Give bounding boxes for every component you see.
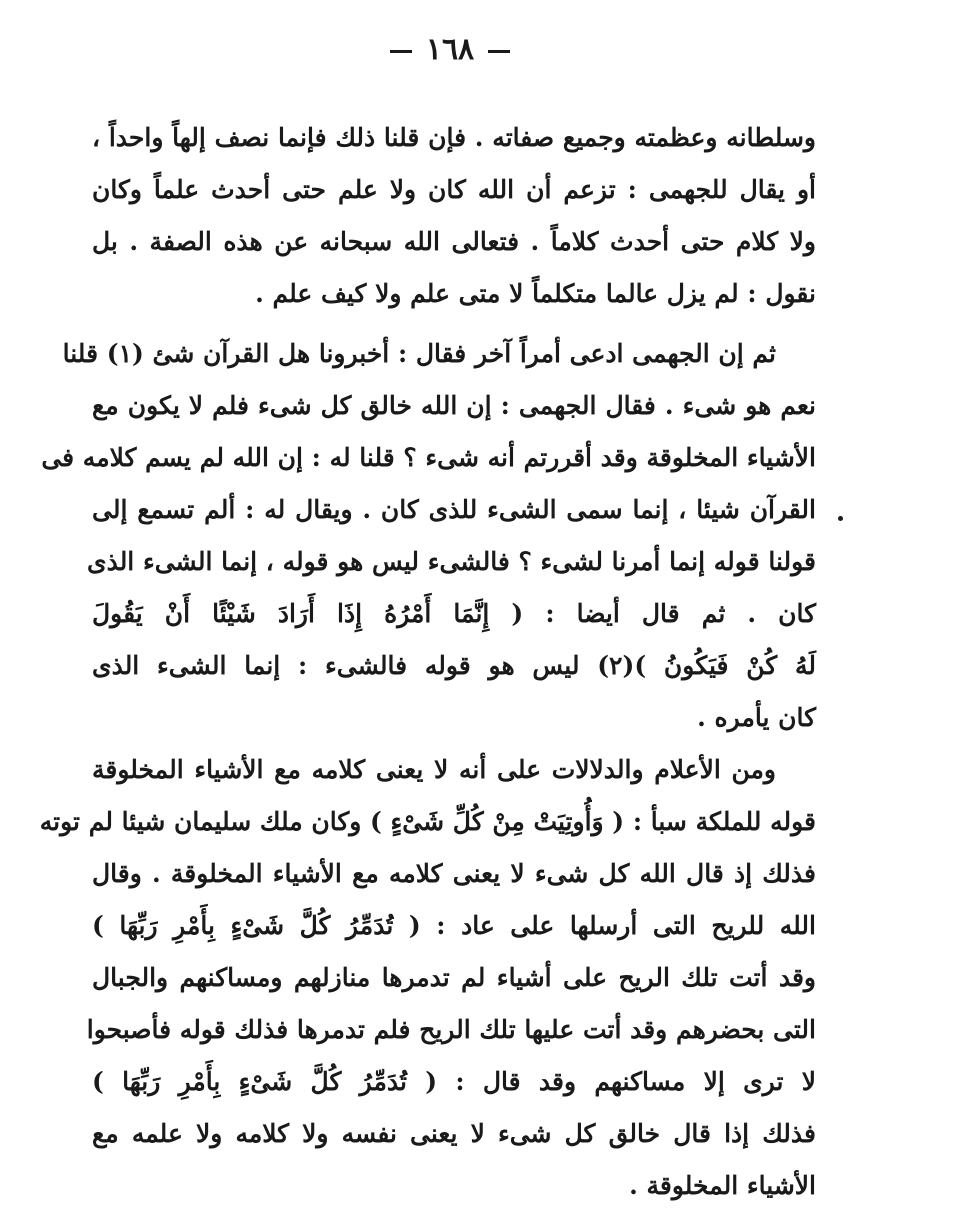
text-line: نعم هو شىء . فقال الجهمى : إن الله خالق كل شىء فلم لا يكون مع [92, 391, 816, 420]
page-number [0, 32, 900, 67]
text-line: الله للريح التى أرسلها على عاد : ( تُدَمِّرُ كُلَّ شَىْءٍ بِأَمْرِ رَبِّهَا ) [92, 911, 816, 940]
text-line: كان . ثم قال أيضا : ( إِنَّمَا أَمْرُهُ إِذَا أَرَادَ شَيْئًا أَنْ يَقُولَ [92, 599, 816, 628]
text-line: ومن الأعلام والدلالات على أنه لا يعنى كلامه مع الأشياء المخلوقة [92, 755, 776, 784]
text-line: التى بحضرهم وقد أتت عليها تلك الريح فلم تدمرها فذلك قوله فأصبحوا [86, 1015, 816, 1044]
dash-right [488, 50, 510, 53]
text-line: فذلك إذ قال الله كل شىء لا يعنى كلامه مع الأشياء المخلوقة . وقال [92, 859, 816, 888]
text-line: نقول : لم يزل عالما متكلماً لا متى علم ولا كيف علم . [255, 279, 816, 308]
text-line: وقد أتت تلك الريح على أشياء لم تدمرها منازلهم ومساكنهم والجبال [92, 963, 816, 992]
text-line: ولا كلام حتى أحدث كلاماً . فتعالى الله سبحانه عن هذه الصفة . بل [92, 227, 816, 256]
text-line: ثم إن الجهمى ادعى أمراً آخر فقال : أخبرونا هل القرآن شئ (١) قلنا [62, 339, 776, 368]
text-line: وسلطانه وعظمته وجميع صفاته . فإن قلنا ذلك فإنما نصف إلهاً واحداً ، [92, 123, 816, 152]
page-number-text: ١٦٨ [425, 32, 475, 67]
text-line: كان يأمره . [697, 703, 816, 732]
paragraph-1 [92, 112, 816, 320]
paragraph-2 [41, 328, 816, 744]
text-line: أو يقال للجهمى : تزعم أن الله كان ولا علم حتى أحدث علماً وكان [92, 175, 816, 204]
text-line: الأشياء المخلوقة وقد أقررتم أنه شىء ؟ قلنا له : إن الله لم يسم كلامه فى [41, 443, 816, 472]
paragraph-3 [39, 744, 816, 1212]
text-line: قوله للملكة سبأ : ( وَأُوتِيَتْ مِنْ كُلِّ شَىْءٍ ) وكان ملك سليمان شيئا لم توته [39, 807, 816, 836]
text-line: قولنا قوله إنما أمرنا لشىء ؟ فالشىء ليس هو قوله ، إنما الشىء الذى [87, 547, 816, 576]
dash-left [390, 50, 412, 53]
text-line: فذلك إذا قال خالق كل شىء لا يعنى نفسه ولا كلامه ولا علمه مع [92, 1119, 816, 1148]
stray-dot [838, 516, 843, 521]
text-line: لَهُ كُنْ فَيَكُونُ )(٢) ليس هو قوله فالشىء : إنما الشىء الذى [92, 651, 816, 680]
text-line: القرآن شيئا ، إنما سمى الشىء للذى كان . ويقال له : ألم تسمع إلى [92, 495, 816, 524]
text-line: الأشياء المخلوقة . [629, 1171, 816, 1200]
text-line: لا ترى إلا مساكنهم وقد قال : ( تُدَمِّرُ كُلَّ شَىْءٍ بِأَمْرِ رَبِّهَا ) [92, 1067, 816, 1096]
